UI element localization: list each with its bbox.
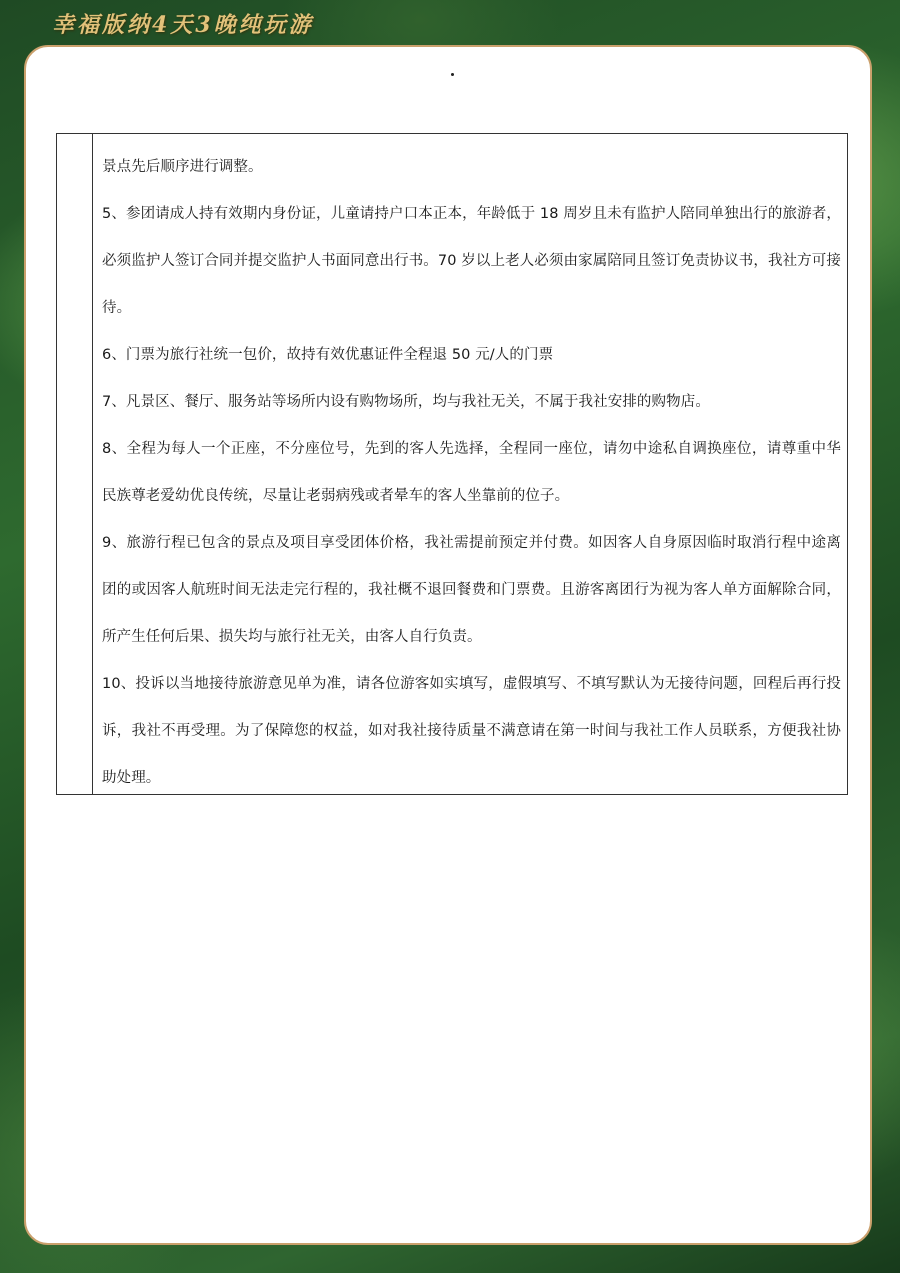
terms-paragraph: 5、参团请成人持有效期内身份证，儿童请持户口本正本，年龄低于 18 周岁且未有监护人陪同单独出行的旅游者，必须监护人签订合同并提交监护人书面同意出行书。70 岁以上老人必须由家属陪同且签订免责协议书，我社方可接待。 bbox=[102, 206, 841, 316]
page-header-title: 幸福版纳4天3晚纯玩游 bbox=[52, 12, 314, 38]
terms-table-label-column bbox=[57, 134, 93, 794]
terms-table bbox=[56, 133, 848, 795]
terms-paragraph: 景点先后顺序进行调整。 bbox=[102, 159, 263, 175]
terms-table-content-column bbox=[93, 134, 847, 794]
terms-paragraph: 10、投诉以当地接待旅游意见单为准，请各位游客如实填写，虚假填写、不填写默认为无接待问题，回程后再行投诉，我社不再受理。为了保障您的权益，如对我社接待质量不满意请在第一时间与我社工作人员联系，方便我社协助处理。 bbox=[102, 676, 841, 786]
content-card bbox=[24, 45, 872, 1245]
terms-paragraph: 7、凡景区、餐厅、服务站等场所内设有购物场所，均与我社无关，不属于我社安排的购物店。 bbox=[102, 394, 710, 410]
terms-paragraph: 9、旅游行程已包含的景点及项目享受团体价格，我社需提前预定并付费。如因客人自身原因临时取消行程中途离团的或因客人航班时间无法走完行程的，我社概不退回餐费和门票费。且游客离团行为视为客人单方面解除合同，所产生任何后果、损失均与旅行社无关，由客人自行负责。 bbox=[102, 535, 841, 645]
page-marker-dot bbox=[451, 73, 454, 76]
terms-paragraph: 8、全程为每人一个正座，不分座位号，先到的客人先选择，全程同一座位，请勿中途私自调换座位，请尊重中华民族尊老爱幼优良传统，尽量让老弱病残或者晕车的客人坐靠前的位子。 bbox=[102, 441, 841, 504]
terms-paragraph: 6、门票为旅行社统一包价，故持有效优惠证件全程退 50 元/人的门票 bbox=[102, 347, 554, 363]
